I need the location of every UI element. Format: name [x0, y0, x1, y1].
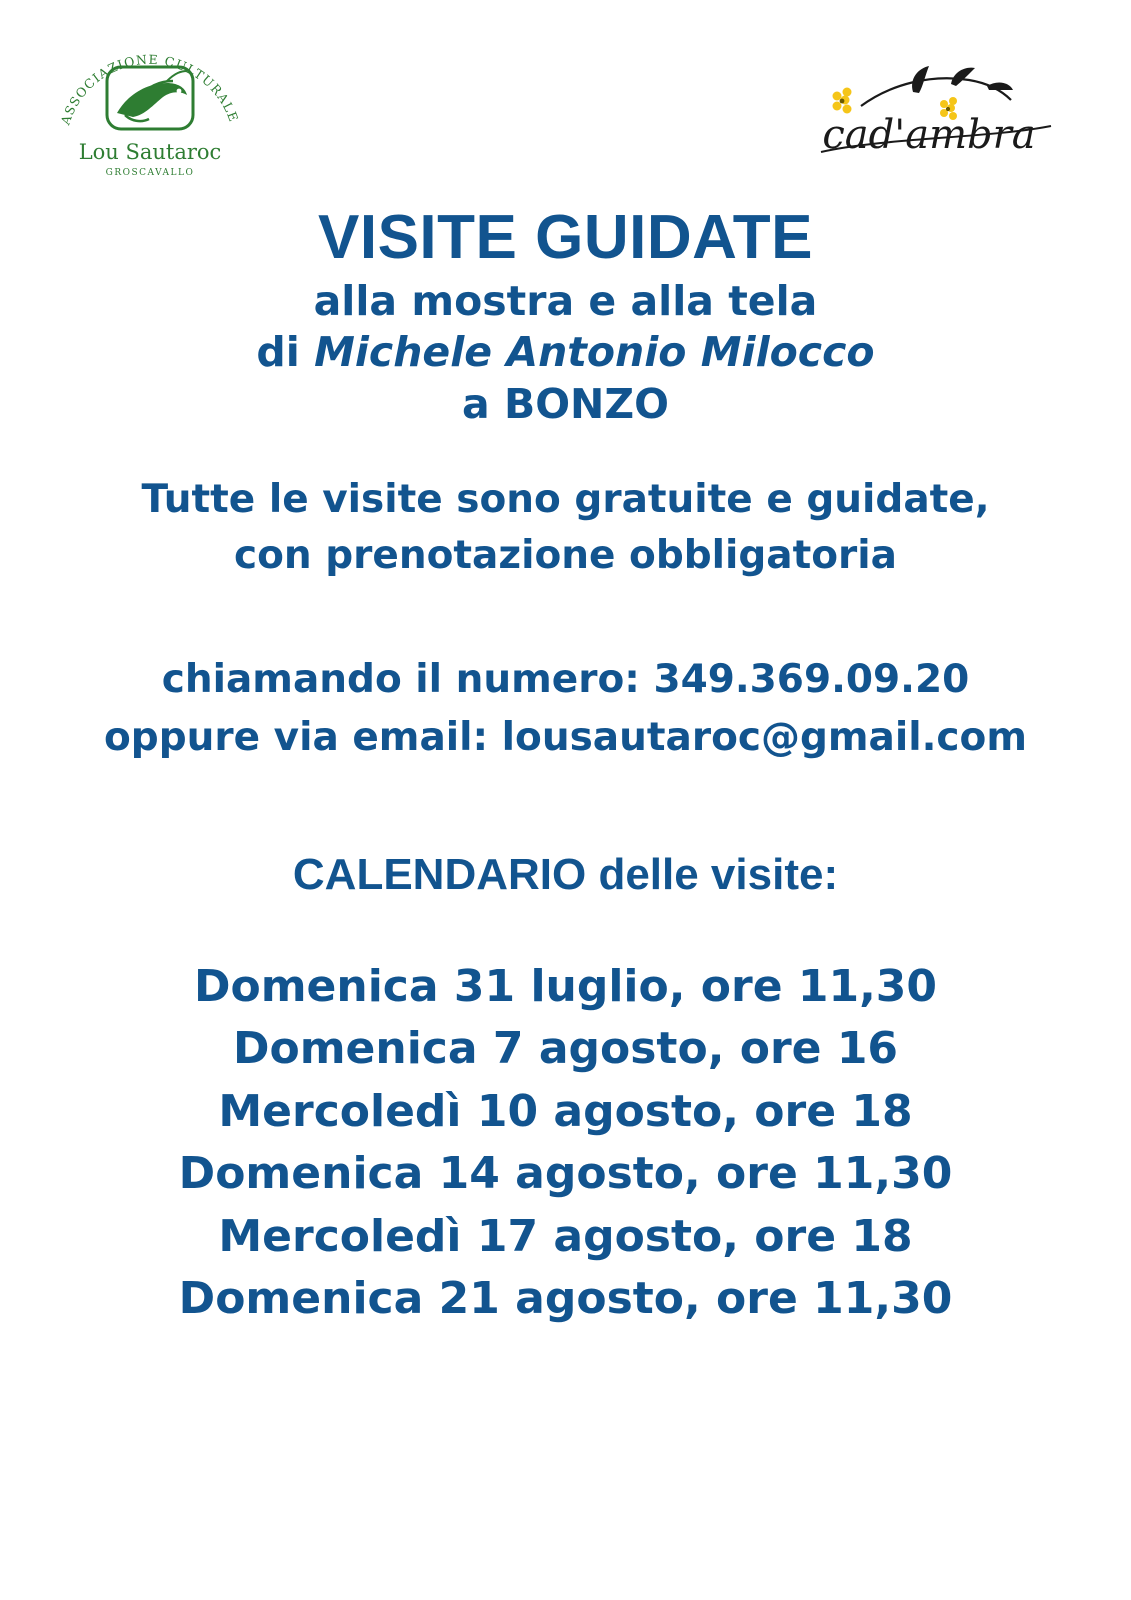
poster-content	[0, 205, 1131, 1347]
contact-info	[0, 651, 1131, 768]
subtitle-line-2	[0, 327, 1131, 378]
logo-sub-text: GROSCAVALLO	[105, 168, 195, 178]
calendar-list	[0, 956, 1131, 1331]
calendar-heading: CALENDARIO delle visite:	[292, 849, 839, 899]
list-item: Mercoledì 10 agosto, ore 18	[218, 1085, 913, 1137]
contact-email: oppure via email: lousautaroc@gmail.com	[104, 715, 1027, 761]
list-item: Domenica 7 agosto, ore 16	[232, 1023, 899, 1075]
logo-arc-text: ASSOCIAZIONE CULTURALE	[57, 51, 242, 127]
subtitle-line-1: alla mostra e alla tela	[313, 277, 818, 326]
cadambra-wordmark: cad'ambra	[822, 112, 1036, 158]
list-item: Domenica 14 agosto, ore 11,30	[178, 1148, 953, 1200]
intro-line-1: Tutte le visite sono gratuite e guidate,	[141, 476, 990, 522]
subtitle-prefix: di	[256, 328, 315, 377]
lou-sautaroc-logo	[55, 25, 245, 190]
cadambra-logo	[801, 60, 1066, 170]
list-item: Mercoledì 17 agosto, ore 18	[218, 1210, 913, 1262]
logo-name-text: Lou Sautaroc	[78, 140, 222, 164]
subtitle-line-3: a BONZO	[462, 379, 669, 428]
intro-line-2: con prenotazione obbligatoria	[234, 533, 897, 579]
page-title: VISITE GUIDATE	[317, 203, 813, 272]
list-item: Domenica 21 agosto, ore 11,30	[178, 1273, 953, 1325]
artist-name: Michele Antonio Milocco	[314, 328, 875, 377]
contact-phone: chiamando il numero: 349.369.09.20	[161, 656, 970, 702]
list-item: Domenica 31 luglio, ore 11,30	[193, 960, 938, 1012]
intro-paragraph	[0, 472, 1131, 585]
